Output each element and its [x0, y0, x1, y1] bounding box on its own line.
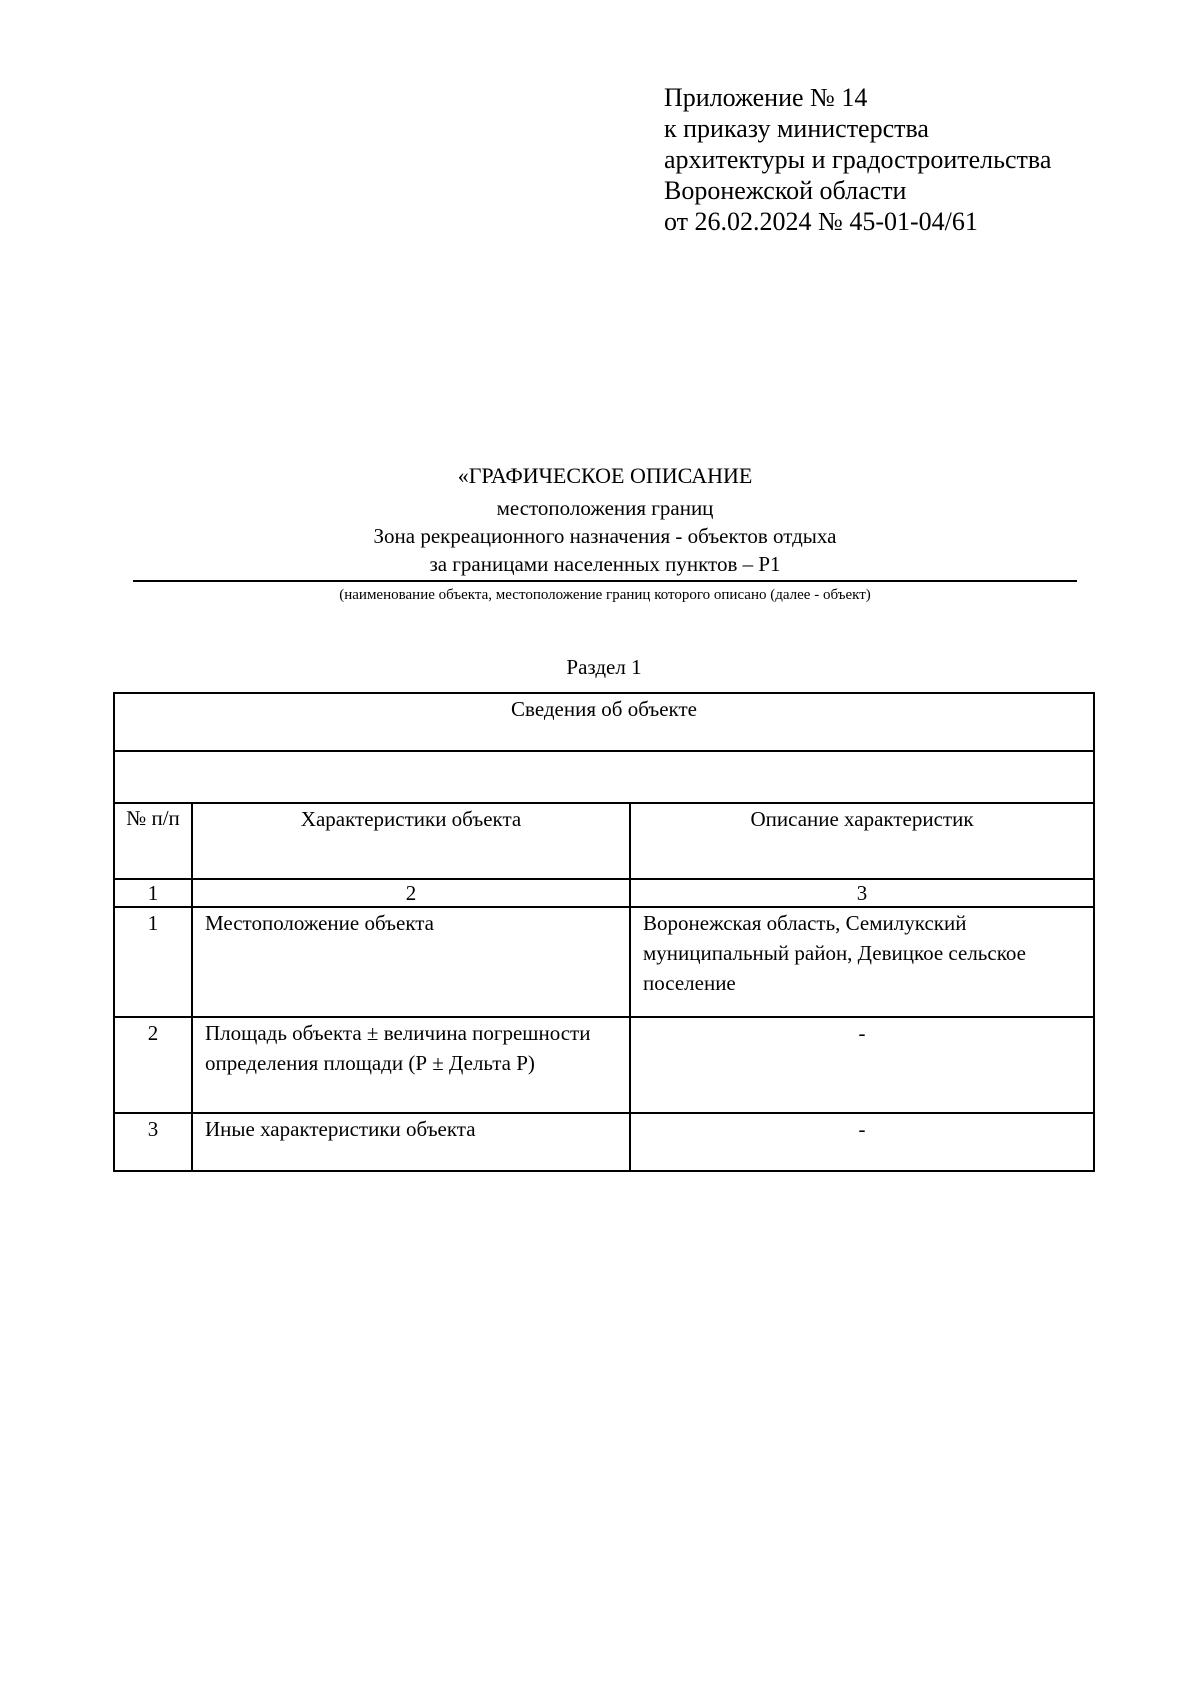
row-number: 3	[114, 1113, 192, 1171]
column-number: 3	[630, 879, 1094, 907]
column-header-number: № п/п	[114, 803, 192, 879]
row-characteristic: Иные характеристики объекта	[192, 1113, 630, 1171]
table-empty-cell	[114, 751, 1094, 803]
section-label: Раздел 1	[566, 655, 642, 679]
table-header-row	[114, 693, 1094, 751]
title-subline-3: за границами населенных пунктов – Р1	[429, 552, 781, 576]
object-info-table	[113, 692, 1095, 1172]
title-subline-1: местоположения границ	[496, 496, 714, 520]
column-header-characteristics: Характеристики объекта	[192, 803, 630, 879]
annex-line-5: от 26.02.2024 № 45-01-04/61	[664, 207, 978, 236]
title-block	[133, 458, 1077, 606]
annex-line-2: к приказу министерства	[664, 114, 929, 143]
row-description: -	[630, 1113, 1094, 1171]
row-characteristic: Местоположение объекта	[192, 907, 630, 1017]
title-subline-2: Зона рекреационного назначения - объектов отдыха	[373, 524, 837, 548]
row-description: -	[630, 1017, 1094, 1113]
column-number: 2	[192, 879, 630, 907]
document-title: «ГРАФИЧЕСКОЕ ОПИСАНИЕ	[457, 463, 753, 488]
table-header: Сведения об объекте	[114, 693, 1094, 751]
annex-line-1: Приложение № 14	[664, 83, 868, 112]
table-row	[114, 1113, 1094, 1171]
table-empty-row	[114, 751, 1094, 803]
annex-block	[664, 82, 1051, 237]
table-row	[114, 907, 1094, 1017]
annex-line-4: Воронежской области	[664, 176, 907, 205]
row-number: 2	[114, 1017, 192, 1113]
title-caption: (наименование объекта, местоположение границ которого описано (далее - объект)	[339, 587, 871, 603]
row-description: Воронежская область, Семилукский муниципальный район, Девицкое сельское поселение	[630, 907, 1094, 1017]
table-row	[114, 1017, 1094, 1113]
row-characteristic: Площадь объекта ± величина погрешности определения площади (Р ± Дельта Р)	[192, 1017, 630, 1113]
row-number: 1	[114, 907, 192, 1017]
column-header-row	[114, 803, 1094, 879]
title-underline	[133, 580, 1077, 582]
column-number: 1	[114, 879, 192, 907]
column-number-row	[114, 879, 1094, 907]
column-header-description: Описание характеристик	[630, 803, 1094, 879]
annex-line-3: архитектуры и градостроительства	[664, 145, 1052, 174]
